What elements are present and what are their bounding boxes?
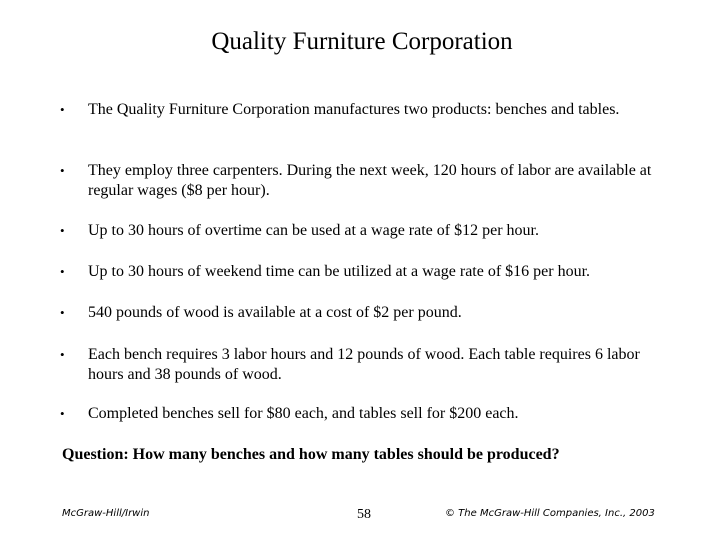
bullet-marker: • (60, 102, 65, 117)
question-text: Question: How many benches and how many tables should be produced? (62, 446, 560, 463)
bullet-text: Up to 30 hours of overtime can be used at a wage rate of $12 per hour. (88, 222, 539, 239)
bullet-text: Completed benches sell for $80 each, and tables sell for $200 each. (88, 405, 519, 422)
footer-page-number: 58 (357, 507, 371, 522)
bullet-text: 540 pounds of wood is available at a cost of $2 per pound. (88, 304, 462, 321)
bullet-marker: • (60, 305, 65, 320)
slide-title: Quality Furniture Corporation (211, 28, 513, 55)
bullet-marker: • (60, 223, 65, 238)
bullet-marker: • (60, 264, 65, 279)
bullet-marker: • (60, 163, 65, 178)
bullet-text: They employ three carpenters. During the next week, 120 hours of labor are available at regular wages ($8 per hour). (88, 162, 652, 199)
bullet-marker: • (60, 406, 65, 421)
bullet-text: Up to 30 hours of weekend time can be utilized at a wage rate of $16 per hour. (88, 263, 591, 280)
footer-publisher: McGraw-Hill/Irwin (62, 508, 150, 519)
bullet-text: Each bench requires 3 labor hours and 12 pounds of wood. Each table requires 6 labor hours and 38 pounds of wood. (88, 346, 640, 383)
bullet-marker: • (60, 347, 65, 362)
footer-copyright: © The McGraw-Hill Companies, Inc., 2003 (445, 508, 655, 519)
bullet-text: The Quality Furniture Corporation manufactures two products: benches and tables. (88, 101, 620, 118)
